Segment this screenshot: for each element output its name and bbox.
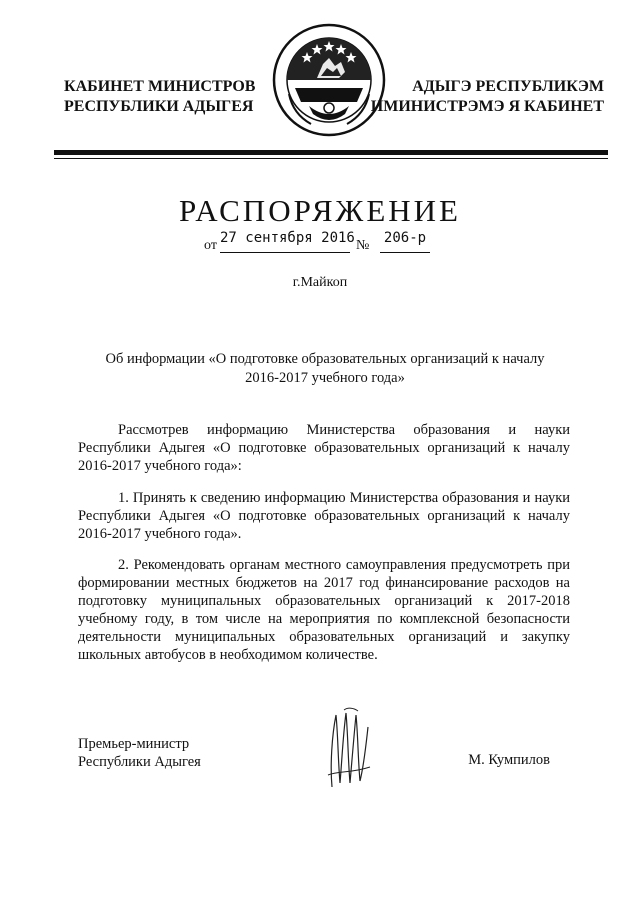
body-paragraph: 1. Принять к сведению информацию Министерства образования и науки Республики Адыгея «О подготовке образовательных организаций к началу 2016-2017 учебного года».	[78, 490, 570, 542]
subject-line: 2016-2017 учебного года»	[245, 370, 405, 386]
subject-line: Об информации «О подготовке образовательных организаций к началу	[105, 351, 545, 367]
signatory-position	[78, 735, 201, 771]
issuer-line: ИМИНИСТРЭМЭ Я КАБИНЕТ	[370, 98, 604, 115]
date-value: 27 сентября 2016	[220, 230, 350, 253]
document-subject	[80, 350, 570, 388]
issuer-name-adyghe	[371, 77, 604, 117]
signatory-name: М. Кумпилов	[468, 752, 550, 768]
body-paragraph: 2. Рекомендовать органам местного самоуправления предусмотреть при формировании местных бюджетов на 2017 год финансирование расходов на подготовку муниципальных образовательных организаций к 2017-2018 учебному году, в том числе на мероприятия по комплексной безопасности деятельности муниципальных образовательных организаций и закупку школьных автобусов в необходимом количестве.	[78, 557, 570, 663]
issuer-name-russian	[64, 77, 255, 117]
header-divider-thin	[54, 158, 608, 159]
handwritten-signature	[318, 705, 378, 790]
issuer-line: КАБИНЕТ МИНИСТРОВ	[64, 78, 256, 95]
number-label: №	[356, 238, 370, 253]
header-divider-thick	[54, 150, 608, 155]
number-value: 206-р	[380, 230, 430, 253]
issuer-line: РЕСПУБЛИКИ АДЫГЕЯ	[64, 98, 254, 115]
position-line: Премьер-министр	[78, 736, 190, 752]
coat-of-arms-adygea-icon	[271, 22, 387, 138]
issuer-line: АДЫГЭ РЕСПУБЛИКЭМ	[412, 78, 604, 95]
position-line: Республики Адыгея	[78, 754, 201, 770]
document-title: РАСПОРЯЖЕНИЕ	[179, 193, 461, 228]
body-paragraph: Рассмотрев информацию Министерства образования и науки Республики Адыгея «О подготовке образовательных организаций к началу 2016-2017 учебного года»:	[78, 422, 570, 474]
date-label: от	[204, 238, 217, 253]
city: г.Майкоп	[292, 275, 348, 290]
